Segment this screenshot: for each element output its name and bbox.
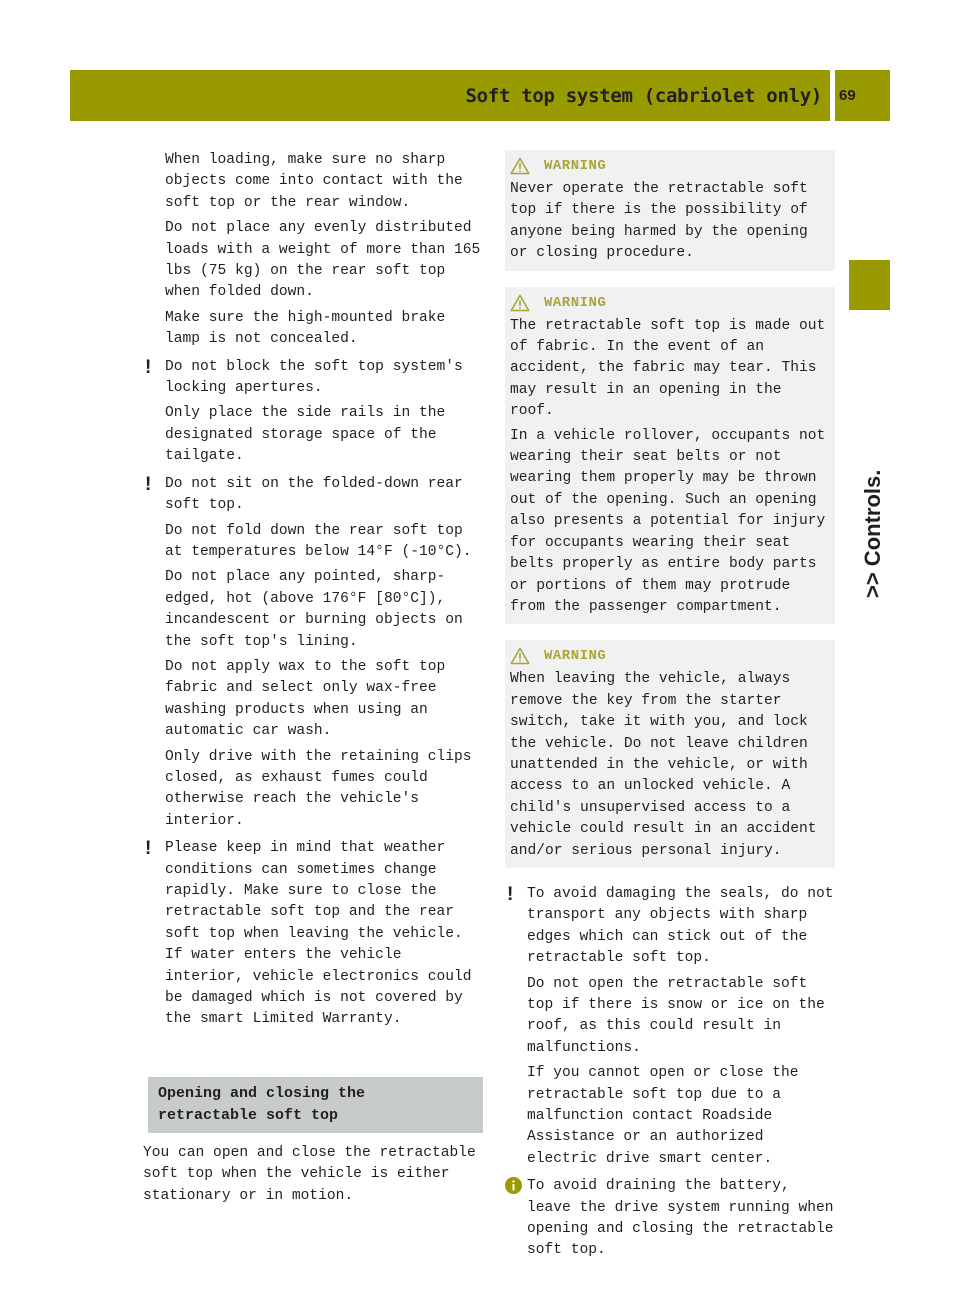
warning-header — [510, 156, 830, 176]
warning-title: WARNING — [544, 158, 607, 174]
paragraph: Do not sit on the folded-down rear soft top. — [165, 475, 463, 514]
note-block — [143, 838, 483, 1031]
section-label — [860, 318, 888, 598]
paragraph: Please keep in mind that weather conditions can sometimes change rapidly. Make sure to close the retractable soft top and the rear soft top when leaving the vehicle. If water enters the vehicle interior, vehicle electronics could be damaged which is not covered by the smart Limited Warranty. — [165, 840, 472, 1028]
header-bar — [70, 70, 830, 121]
warning-header — [510, 646, 830, 666]
page-title: Soft top system (cabriolet only) — [465, 84, 822, 107]
exclamation-icon: ! — [145, 356, 152, 378]
warning-box — [505, 150, 835, 271]
paragraph: To avoid damaging the seals, do not transport any objects with sharp edges which can stick out of the retractable soft top. — [527, 885, 834, 967]
paragraph: Only drive with the retaining clips closed, as exhaust fumes could otherwise reach the vehicle's interior. — [165, 748, 472, 829]
info-icon — [505, 1177, 522, 1194]
paragraph: To avoid draining the battery, leave the drive system running when opening and closing the retractable soft top. — [527, 1178, 834, 1259]
paragraph: When leaving the vehicle, always remove the key from the starter switch, take it with you, and lock the vehicle. Do not leave children unattended in the vehicle, or with access to an unlocked vehicle. A child's unsupervised access to a vehicle could result in an accident and/or serious personal injury. — [510, 671, 817, 859]
section-tab — [849, 260, 890, 310]
warning-title: WARNING — [544, 648, 607, 665]
paragraph: Do not apply wax to the soft top fabric and select only wax-free washing products when using an automatic car wash. — [165, 658, 446, 740]
paragraph: If you cannot open or close the retractable soft top due to a malfunction contact Roadside Assistance or an authorized electric drive smart center. — [527, 1065, 799, 1167]
info-block — [505, 1176, 835, 1262]
paragraph: Only place the side rails in the designated storage space of the tailgate. — [165, 405, 446, 465]
warning-header — [510, 293, 830, 313]
warning-triangle-icon — [510, 294, 530, 312]
note-block — [143, 474, 483, 833]
paragraph: Do not place any evenly distributed loads with a weight of more than 165 lbs (75 kg) on the rear soft top when folded down. — [165, 220, 481, 301]
page-number-box — [835, 70, 890, 121]
warning-title: WARNING — [544, 294, 607, 311]
paragraph: You can open and close the retractable soft top when the vehicle is either stationary or in motion. — [143, 1144, 476, 1204]
warning-box — [505, 287, 835, 625]
exclamation-icon: ! — [145, 838, 152, 860]
paragraph: In a vehicle rollover, occupants not wearing their seat belts or not wearing them properly may be thrown out of the opening. Such an opening also presents a potential for injury for occupants wearing their seat belts properly as entire body parts or portions of them may protrude from the passenger compartment. — [510, 427, 826, 615]
paragraph: Do not block the soft top system's locking apertures. — [165, 358, 463, 397]
paragraph: Do not place any pointed, sharp-edged, hot (above 176°F [80°C]), incandescent or burning objects on the soft top's lining. — [165, 569, 463, 650]
paragraph: When loading, make sure no sharp objects come into contact with the soft top or the rear window. — [165, 152, 463, 211]
section-label-text: >> Controls. — [860, 469, 885, 598]
page-number: 69 — [839, 87, 856, 104]
warning-box — [505, 640, 835, 868]
left-column — [143, 150, 483, 1207]
exclamation-icon: ! — [145, 473, 152, 495]
paragraph: Make sure the high-mounted brake lamp is not concealed. — [165, 309, 446, 348]
warning-triangle-icon — [510, 157, 530, 175]
right-column — [505, 150, 835, 1266]
paragraph: Do not open the retractable soft top if there is snow or ice on the roof, as this could result in malfunctions. — [527, 975, 825, 1056]
paragraph: Do not fold down the rear soft top at temperatures below 14°F (-10°C). — [165, 522, 472, 560]
paragraph: The retractable soft top is made out of fabric. In the event of an accident, the fabric may tear. This may result in an opening in the roof. — [510, 317, 826, 420]
warning-triangle-icon — [510, 647, 530, 665]
note-block — [505, 884, 835, 1170]
exclamation-icon: ! — [507, 883, 514, 905]
paragraph: Never operate the retractable soft top if there is the possibility of anyone being harmed by the opening or closing procedure. — [510, 181, 808, 262]
section-heading: Opening and closing the retractable soft top — [158, 1084, 366, 1124]
note-block — [143, 357, 483, 468]
section-heading-box — [148, 1077, 483, 1133]
